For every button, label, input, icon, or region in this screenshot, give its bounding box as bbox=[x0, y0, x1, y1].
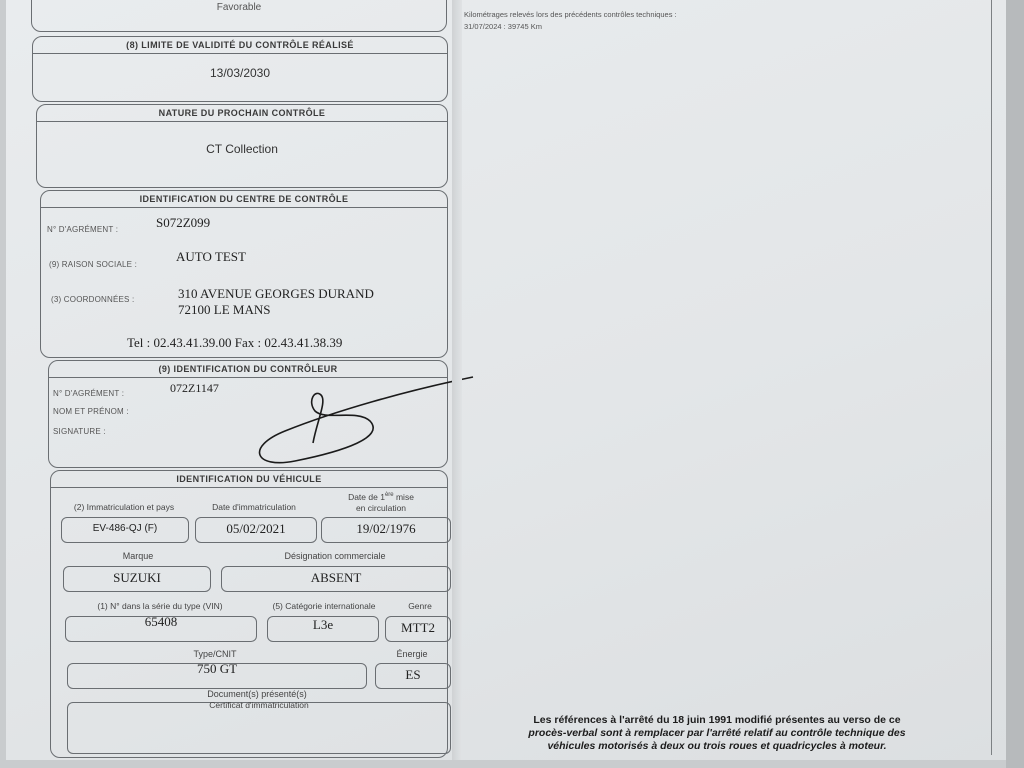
documents-field bbox=[67, 702, 451, 754]
date-immat-label: Date d'immatriculation bbox=[212, 502, 296, 512]
first-circ-label-c: en circulation bbox=[355, 502, 407, 513]
page-right-rule bbox=[991, 0, 992, 755]
vehicle-header: IDENTIFICATION DU VÉHICULE bbox=[51, 471, 447, 488]
page-fold-gap bbox=[452, 0, 462, 760]
signature-label: SIGNATURE : bbox=[53, 427, 106, 436]
genre-field: MTT2 bbox=[385, 616, 451, 642]
result-box bbox=[31, 0, 447, 32]
notice-line3: véhicules motorisés à deux ou trois roues et quadricycles à moteur. bbox=[547, 740, 887, 752]
first-circulation-label bbox=[319, 490, 443, 514]
raison-sociale-label: (9) RAISON SOCIALE : bbox=[49, 260, 138, 269]
documents-label: Document(s) présenté(s) bbox=[207, 689, 307, 699]
raison-sociale-value: AUTO TEST bbox=[176, 249, 246, 264]
controller-agrement-label: N° D'AGRÉMENT : bbox=[53, 389, 125, 398]
validity-box bbox=[32, 36, 448, 102]
controller-agrement-value: 072Z1147 bbox=[170, 381, 219, 395]
first-circulation-field: 19/02/1976 bbox=[321, 517, 451, 543]
type-field bbox=[67, 663, 367, 689]
validity-date: 13/03/2030 bbox=[209, 66, 271, 80]
result-value: Favorable bbox=[216, 2, 262, 13]
energie-label: Énergie bbox=[396, 649, 428, 659]
marque-field: SUZUKI bbox=[63, 566, 211, 592]
notice-line1: Les références à l'arrêté du 18 juin 1991 modifié présentes au verso de ce bbox=[533, 714, 901, 726]
address-line1: 310 AVENUE GEORGES DURAND bbox=[178, 286, 374, 301]
center-agrement-label: N° D'AGRÉMENT : bbox=[47, 225, 119, 234]
date-immat-field: 05/02/2021 bbox=[195, 517, 317, 543]
immat-label: (2) Immatriculation et pays bbox=[73, 502, 175, 512]
notice-line2: procès-verbal sont à remplacer par l'arrêté relatif au contrôle technique des bbox=[528, 727, 906, 739]
vehicle-box bbox=[50, 470, 448, 758]
regulation-notice bbox=[472, 714, 962, 753]
phone-fax: Tel : 02.43.41.39.00 Fax : 02.43.41.38.39 bbox=[127, 335, 343, 350]
vin-value: 65408 bbox=[144, 614, 178, 629]
controller-name-label: NOM ET PRÉNOM : bbox=[53, 407, 129, 416]
next-control-value: CT Collection bbox=[206, 142, 278, 156]
address-line2: 72100 LE MANS bbox=[178, 302, 271, 317]
categorie-field bbox=[267, 616, 379, 642]
designation-field: ABSENT bbox=[221, 566, 451, 592]
center-agrement-value: S072Z099 bbox=[156, 215, 211, 230]
categorie-label: (5) Catégorie internationale bbox=[272, 601, 376, 611]
energie-field: ES bbox=[375, 663, 451, 689]
designation-label: Désignation commerciale bbox=[284, 551, 386, 561]
control-center-box bbox=[40, 190, 448, 358]
vin-field bbox=[65, 616, 257, 642]
validity-header: (8) LIMITE DE VALIDITÉ DU CONTRÔLE RÉALISÉ bbox=[33, 37, 447, 54]
controller-box bbox=[48, 360, 448, 468]
first-circ-label-b: mise bbox=[393, 491, 414, 502]
marque-label: Marque bbox=[122, 551, 154, 561]
document-page bbox=[6, 0, 1006, 760]
controller-header: (9) IDENTIFICATION DU CONTRÔLEUR bbox=[49, 361, 447, 378]
type-value: 750 GT bbox=[196, 661, 238, 676]
coordonnees-label: (3) COORDONNÉES : bbox=[51, 295, 135, 304]
documents-value: Certificat d'immatriculation bbox=[209, 700, 309, 710]
type-label: Type/CNIT bbox=[193, 649, 237, 659]
background-edge bbox=[1006, 0, 1024, 768]
mileage-history-entry: 31/07/2024 : 39745 Km bbox=[464, 22, 542, 31]
control-center-header: IDENTIFICATION DU CENTRE DE CONTRÔLE bbox=[41, 191, 447, 208]
immat-field: EV-486-QJ (F) bbox=[61, 517, 189, 543]
mileage-history-label: Kilométrages relevés lors des précédents contrôles techniques : bbox=[464, 10, 677, 19]
genre-label: Genre bbox=[408, 601, 432, 611]
next-control-box bbox=[36, 104, 448, 188]
first-circ-label-a: Date de 1 bbox=[348, 491, 385, 502]
first-circ-label-sup: ère bbox=[384, 492, 394, 498]
vin-label: (1) N° dans la série du type (VIN) bbox=[97, 601, 223, 611]
categorie-value: L3e bbox=[312, 617, 334, 632]
next-control-header: NATURE DU PROCHAIN CONTRÔLE bbox=[37, 105, 447, 122]
